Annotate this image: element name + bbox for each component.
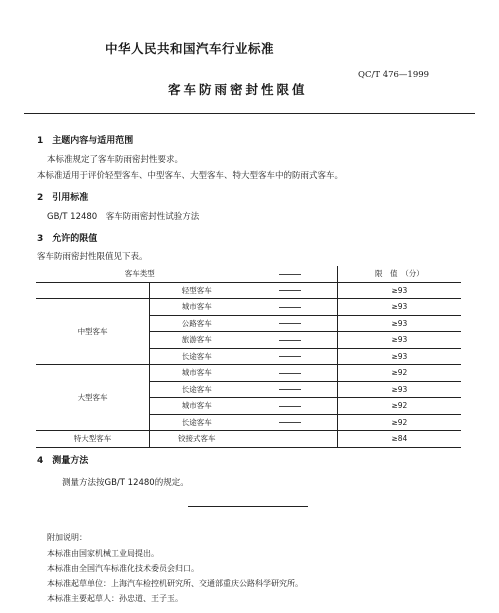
table-cell-dash — [243, 299, 337, 316]
table-row — [36, 431, 461, 448]
table-cell-sub: 铰接式客车 — [150, 431, 244, 448]
table-cell-dash — [243, 381, 337, 398]
table-cell-group: 特大型客车 — [36, 431, 150, 448]
table-cell-dash — [243, 332, 337, 349]
table-cell-group: 大型客车 — [36, 365, 150, 431]
table-cell-group: 中型客车 — [36, 299, 150, 365]
table-header-row — [36, 266, 461, 282]
section-4-line-1: 测量方法按GB/T 12480的规定。 — [62, 478, 189, 488]
table-cell-value: ≥93 — [337, 332, 461, 349]
table-cell-dash — [243, 414, 337, 431]
table-header-dash — [243, 266, 337, 282]
table-cell-value: ≥84 — [337, 431, 461, 448]
table-cell-group — [36, 282, 150, 299]
table-cell-sub: 城市客车 — [150, 398, 244, 415]
section-3-intro: 客车防雨密封性限值见下表。 — [37, 252, 148, 262]
end-divider — [188, 506, 308, 507]
appendix-line-1: 本标准由国家机械工业局提出。 — [47, 549, 159, 558]
standard-code: QC/T 476—1999 — [358, 70, 430, 80]
table-cell-value: ≥93 — [337, 299, 461, 316]
table-cell-sub: 长途客车 — [150, 381, 244, 398]
table-cell-sub: 旅游客车 — [150, 332, 244, 349]
section-2-heading: 2 引用标准 — [37, 193, 89, 203]
table-row — [36, 365, 461, 382]
appendix-line-3: 本标准起草单位：上海汽车检控机研究所、交通部重庆公路科学研究所。 — [47, 579, 303, 588]
appendix-line-4: 本标准主要起草人：孙忠道、王子玉。 — [47, 594, 183, 603]
page-title: 客车防雨密封性限值 — [168, 82, 308, 97]
table-cell-dash — [243, 365, 337, 382]
table-cell-value: ≥92 — [337, 365, 461, 382]
section-1-heading: 1 主题内容与适用范围 — [37, 136, 134, 146]
table-cell-value: ≥92 — [337, 414, 461, 431]
table-cell-dash — [243, 282, 337, 299]
table-header-type: 客车类型 — [36, 266, 243, 282]
table-cell-sub: 长途客车 — [150, 414, 244, 431]
appendix-title: 附加说明： — [47, 533, 87, 542]
table-cell-sub: 轻型客车 — [150, 282, 244, 299]
table-cell-dash — [243, 348, 337, 365]
header-divider — [24, 113, 475, 114]
table-cell-dash — [243, 398, 337, 415]
limits-table — [36, 266, 461, 448]
section-2-line-1: GB/T 12480 客车防雨密封性试验方法 — [47, 212, 200, 222]
table-cell-sub: 城市客车 — [150, 365, 244, 382]
section-1-line-1: 本标准规定了客车防雨密封性要求。 — [47, 155, 184, 165]
table-cell-value: ≥93 — [337, 348, 461, 365]
table-cell-sub: 公路客车 — [150, 315, 244, 332]
table-cell-sub: 城市客车 — [150, 299, 244, 316]
table-cell-value: ≥93 — [337, 381, 461, 398]
appendix-line-2: 本标准由全国汽车标准化技术委员会归口。 — [47, 564, 199, 573]
table-row — [36, 282, 461, 299]
standard-org: 中华人民共和国汽车行业标准 — [105, 41, 275, 56]
table-cell-sub: 长途客车 — [150, 348, 244, 365]
table-cell-value: ≥93 — [337, 282, 461, 299]
table-cell-dash — [243, 315, 337, 332]
table-cell-value: ≥93 — [337, 315, 461, 332]
section-1-line-2: 本标准适用于评价轻型客车、中型客车、大型客车、特大型客车中的防雨式客车。 — [37, 171, 344, 181]
table-row — [36, 299, 461, 316]
section-3-heading: 3 允许的限值 — [37, 234, 98, 244]
table-cell-value: ≥92 — [337, 398, 461, 415]
table-header-value: 限 值 （分） — [337, 266, 461, 282]
section-4-heading: 4 测量方法 — [37, 456, 89, 466]
table-cell-dash — [243, 431, 337, 448]
